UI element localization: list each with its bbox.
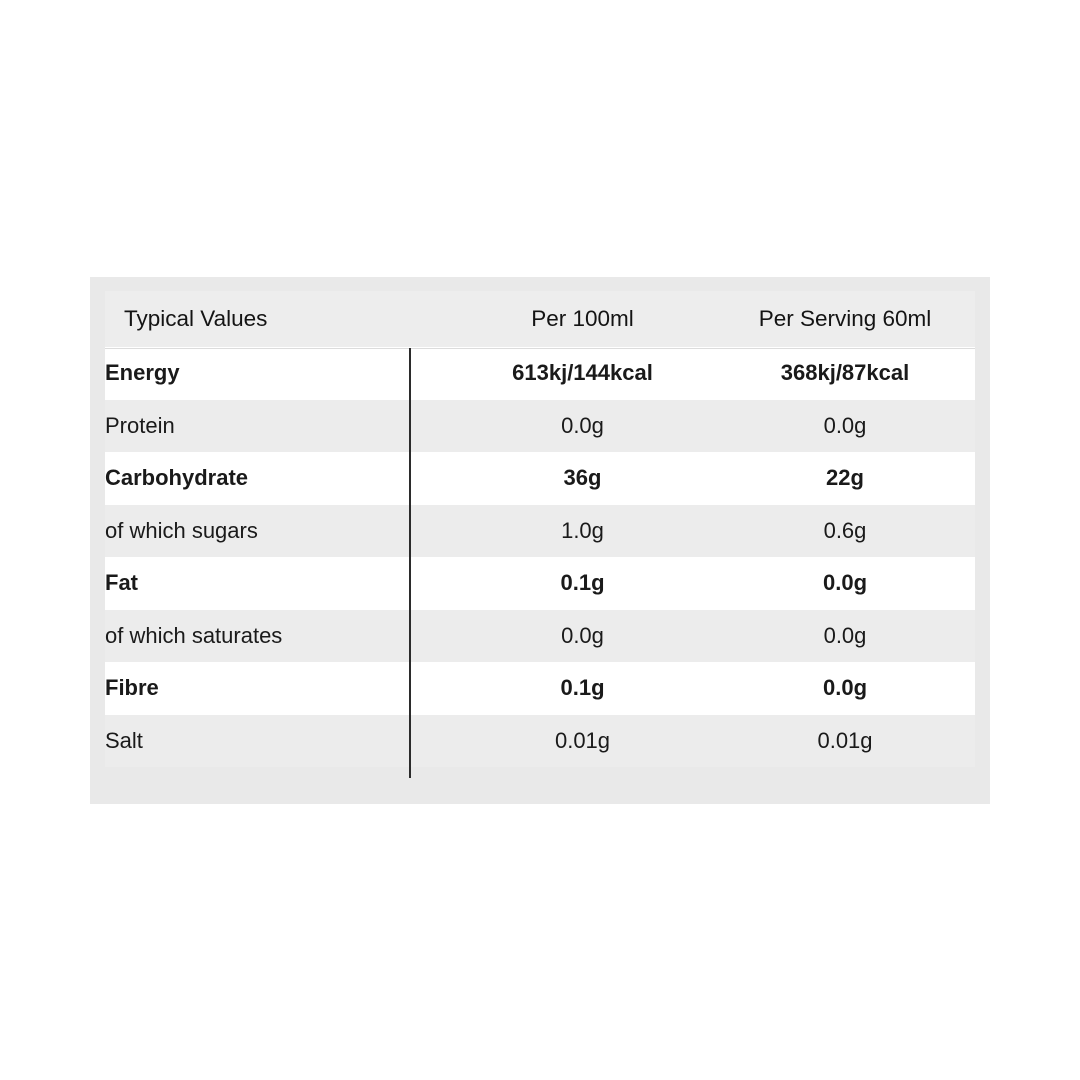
header-per-100ml: Per 100ml (450, 291, 715, 347)
nutrition-table (105, 291, 975, 767)
row-value-fat-per100: 0.1g (450, 557, 715, 610)
row-label-fibre: Fibre (105, 662, 450, 715)
row-value-energy-per100: 613kj/144kcal (450, 347, 715, 400)
row-value-sugars-per100: 1.0g (450, 505, 715, 558)
row-value-fibre-per100: 0.1g (450, 662, 715, 715)
row-value-fat-perserving: 0.0g (715, 557, 975, 610)
row-value-protein-perserving: 0.0g (715, 400, 975, 453)
row-value-protein-per100: 0.0g (450, 400, 715, 453)
row-label-of-which-sugars: of which sugars (105, 505, 450, 558)
header-separator-rule (105, 348, 975, 349)
row-value-energy-perserving: 368kj/87kcal (715, 347, 975, 400)
row-label-energy: Energy (105, 347, 450, 400)
row-value-sugars-perserving: 0.6g (715, 505, 975, 558)
header-per-serving: Per Serving 60ml (715, 291, 975, 347)
row-label-of-which-saturates: of which saturates (105, 610, 450, 663)
row-value-salt-per100: 0.01g (450, 715, 715, 768)
table-row (105, 505, 975, 558)
nutrition-panel (90, 277, 990, 804)
table-row (105, 452, 975, 505)
table-row (105, 557, 975, 610)
row-value-salt-perserving: 0.01g (715, 715, 975, 768)
table-row (105, 400, 975, 453)
header-typical-values: Typical Values (105, 291, 450, 347)
column-divider-line (409, 348, 411, 778)
table-row (105, 662, 975, 715)
row-value-saturates-perserving: 0.0g (715, 610, 975, 663)
table-row (105, 610, 975, 663)
row-value-saturates-per100: 0.0g (450, 610, 715, 663)
row-value-fibre-perserving: 0.0g (715, 662, 975, 715)
table-row (105, 715, 975, 768)
row-value-carbohydrate-per100: 36g (450, 452, 715, 505)
row-label-fat: Fat (105, 557, 450, 610)
row-value-carbohydrate-perserving: 22g (715, 452, 975, 505)
table-header-row (105, 291, 975, 347)
row-label-salt: Salt (105, 715, 450, 768)
table-row (105, 347, 975, 400)
row-label-carbohydrate: Carbohydrate (105, 452, 450, 505)
row-label-protein: Protein (105, 400, 450, 453)
